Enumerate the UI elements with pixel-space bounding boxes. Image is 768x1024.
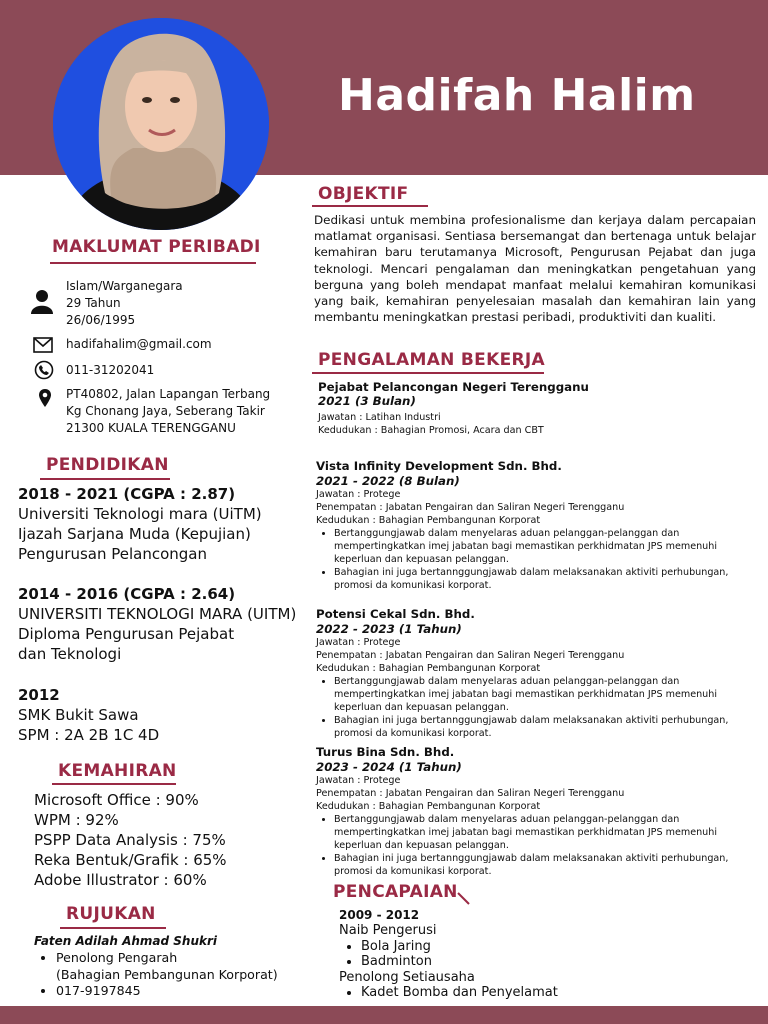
- achievement-items: [339, 985, 558, 1001]
- job-period: 2023 - 2024 (1 Tahun): [316, 760, 462, 774]
- job-detail: Jawatan : Protege: [316, 489, 401, 500]
- achievement-role: Penolong Setiausaha: [339, 969, 475, 985]
- education-underline: [40, 478, 170, 480]
- phone[interactable]: 011-31202041: [66, 363, 155, 377]
- education-entry: [18, 584, 296, 664]
- job-detail: Penempatan : Jabatan Pengairan dan Saliran Negeri Terengganu: [316, 502, 625, 513]
- job-detail: Penempatan : Jabatan Pengairan dan Saliran Negeri Terengganu: [316, 788, 625, 799]
- job-detail: Penempatan : Jabatan Pengairan dan Saliran Negeri Terengganu: [316, 650, 625, 661]
- job-entry: [318, 380, 758, 437]
- education-entry: [18, 685, 159, 745]
- objective-title: OBJEKTIF: [318, 184, 409, 204]
- address-line-1: PT40802, Jalan Lapangan Terbang: [66, 387, 271, 401]
- education-entry: [18, 484, 262, 564]
- reference-item: • 017-9197845: [56, 983, 278, 1000]
- job-bullet: • Bahagian ini juga bertannggungjawab dalam melaksanakan aktiviti perhubungan, promosi da komunikasi korporat.: [334, 566, 760, 592]
- education-line: Universiti Teknologi mara (UiTM): [18, 505, 262, 523]
- education-title: PENDIDIKAN: [46, 455, 169, 475]
- birth-date: 26/06/1995: [66, 313, 136, 327]
- job-period: 2021 - 2022 (8 Bulan): [316, 474, 460, 488]
- job-detail: Jawatan : Latihan Industri: [318, 412, 441, 423]
- education-line: Pengurusan Pelancongan: [18, 545, 207, 563]
- phone-icon: [34, 360, 54, 380]
- footer-band: [0, 1006, 768, 1024]
- objective-text: Dedikasi untuk membina profesionalisme dan kerjaya dalam percapaian matlamat organisasi. Sentiasa bersemangat dan bertenaga untuk belajar kemahiran baru terutamanya Microsoft, Pengurusan Pejabat dan juga teknologi. Mencari pengalaman dan meningkatkan pengetahuan yang berguna yang boleh mendapat manfaat melalui kemahiran komunikasi yang baik, kemahiran penyelesaian masalah dan kemahiran lain yang membantu meningkatkan prestasi peribadi, produktiviti dan kualiti.: [314, 213, 756, 325]
- education-period: 2014 - 2016 (CGPA : 2.64): [18, 585, 236, 603]
- job-detail: Kedudukan : Bahagian Pembangunan Korporat: [316, 663, 541, 674]
- experience-underline: [312, 372, 544, 374]
- job-company: Vista Infinity Development Sdn. Bhd.: [316, 459, 562, 473]
- education-line: SPM : 2A 2B 1C 4D: [18, 726, 160, 744]
- religion-nationality: Islam/Warganegara: [66, 279, 183, 293]
- education-line: UNIVERSITI TEKNOLOGI MARA (UITM): [18, 605, 297, 623]
- job-bullets: [316, 527, 760, 592]
- achievement-role: Naib Pengerusi: [339, 923, 437, 938]
- references-title: RUJUKAN: [66, 904, 156, 924]
- education-line: SMK Bukit Sawa: [18, 706, 139, 724]
- profile-photo: [53, 18, 269, 230]
- full-name: Hadifah Halim: [338, 70, 696, 121]
- location-pin-icon: [38, 388, 52, 408]
- job-detail: Kedudukan : Bahagian Pembangunan Korporat: [316, 515, 541, 526]
- job-company: Pejabat Pelancongan Negeri Terengganu: [318, 380, 589, 394]
- achievement-period: 2009 - 2012: [339, 908, 420, 922]
- job-bullet: • Bertanggungjawab dalam menyelaras aduan pelanggan-pelanggan dan mempertingkatkan imej jabatan bagi memastikan perkhidmatan JPS memenuhi keperluan dan kepuasan pelanggan.: [334, 527, 760, 566]
- achievements-underline: [456, 892, 472, 906]
- achievement-item: • Badminton: [361, 954, 558, 970]
- job-period: 2022 - 2023 (1 Tahun): [316, 622, 462, 636]
- address: [66, 386, 270, 437]
- job-entry: [316, 607, 766, 740]
- job-period: 2021 (3 Bulan): [318, 394, 416, 408]
- job-bullets: [316, 813, 766, 878]
- personal-info-title: MAKLUMAT PERIBADI: [52, 237, 261, 257]
- experience-title: PENGALAMAN BEKERJA: [318, 350, 545, 370]
- job-bullets: [316, 675, 766, 740]
- personal-lines: [66, 278, 183, 329]
- job-detail: Kedudukan : Bahagian Pembangunan Korporat: [316, 801, 541, 812]
- education-line: Diploma Pengurusan Pejabat: [18, 625, 235, 643]
- achievement-items: [339, 939, 558, 970]
- reference-details: [40, 950, 278, 1000]
- education-line: Ijazah Sarjana Muda (Kepujian): [18, 525, 251, 543]
- skills-underline: [52, 783, 176, 785]
- skill-item: PSPP Data Analysis : 75%: [34, 831, 226, 849]
- achievement-item: • Bola Jaring: [361, 939, 558, 955]
- job-bullet: • Bertanggungjawab dalam menyelaras aduan pelanggan-pelanggan dan mempertingkatkan imej jabatan bagi memastikan perkhidmatan JPS memenuhi keperluan dan kepuasan pelanggan.: [334, 675, 766, 714]
- skill-item: WPM : 92%: [34, 811, 119, 829]
- achievements-title: PENCAPAIAN: [333, 882, 458, 902]
- skills-list: [34, 790, 227, 890]
- job-detail: Jawatan : Protege: [316, 637, 401, 648]
- objective-underline: [312, 205, 428, 207]
- personal-info-underline: [50, 262, 256, 264]
- job-bullet: • Bahagian ini juga bertannggungjawab dalam melaksanakan aktiviti perhubungan, promosi da komunikasi korporat.: [334, 714, 766, 740]
- references-underline: [60, 927, 166, 929]
- address-line-2: Kg Chonang Jaya, Seberang Takir: [66, 404, 265, 418]
- job-detail: Kedudukan : Bahagian Promosi, Acara dan CBT: [318, 425, 544, 436]
- skill-item: Microsoft Office : 90%: [34, 791, 199, 809]
- reference-item: (Bahagian Pembangunan Korporat): [56, 966, 278, 982]
- job-bullet: • Bertanggungjawab dalam menyelaras aduan pelanggan-pelanggan dan mempertingkatkan imej jabatan bagi memastikan perkhidmatan JPS memenuhi keperluan dan kepuasan pelanggan.: [334, 813, 766, 852]
- education-period: 2012: [18, 686, 60, 704]
- job-company: Potensi Cekal Sdn. Bhd.: [316, 607, 475, 621]
- portrait-illustration: [53, 18, 269, 230]
- job-bullet: • Bahagian ini juga bertannggungjawab dalam melaksanakan aktiviti perhubungan, promosi da komunikasi korporat.: [334, 852, 766, 878]
- skills-title: KEMAHIRAN: [58, 761, 177, 781]
- person-icon: [30, 289, 54, 315]
- job-detail: Jawatan : Protege: [316, 775, 401, 786]
- education-line: dan Teknologi: [18, 645, 122, 663]
- mail-icon: [33, 337, 53, 353]
- email[interactable]: hadifahalim@gmail.com: [66, 337, 212, 351]
- education-period: 2018 - 2021 (CGPA : 2.87): [18, 485, 236, 503]
- age: 29 Tahun: [66, 296, 121, 310]
- reference-item: • Penolong Pengarah: [56, 950, 278, 967]
- skill-item: Adobe Illustrator : 60%: [34, 871, 207, 889]
- job-company: Turus Bina Sdn. Bhd.: [316, 745, 455, 759]
- address-line-3: 21300 KUALA TERENGGANU: [66, 421, 236, 435]
- achievement-list: [339, 923, 558, 1001]
- job-entry: [316, 745, 766, 878]
- skill-item: Reka Bentuk/Grafik : 65%: [34, 851, 227, 869]
- achievement-item: • Kadet Bomba dan Penyelamat: [361, 985, 558, 1001]
- reference-name: Faten Adilah Ahmad Shukri: [34, 934, 218, 948]
- job-entry: [316, 459, 760, 592]
